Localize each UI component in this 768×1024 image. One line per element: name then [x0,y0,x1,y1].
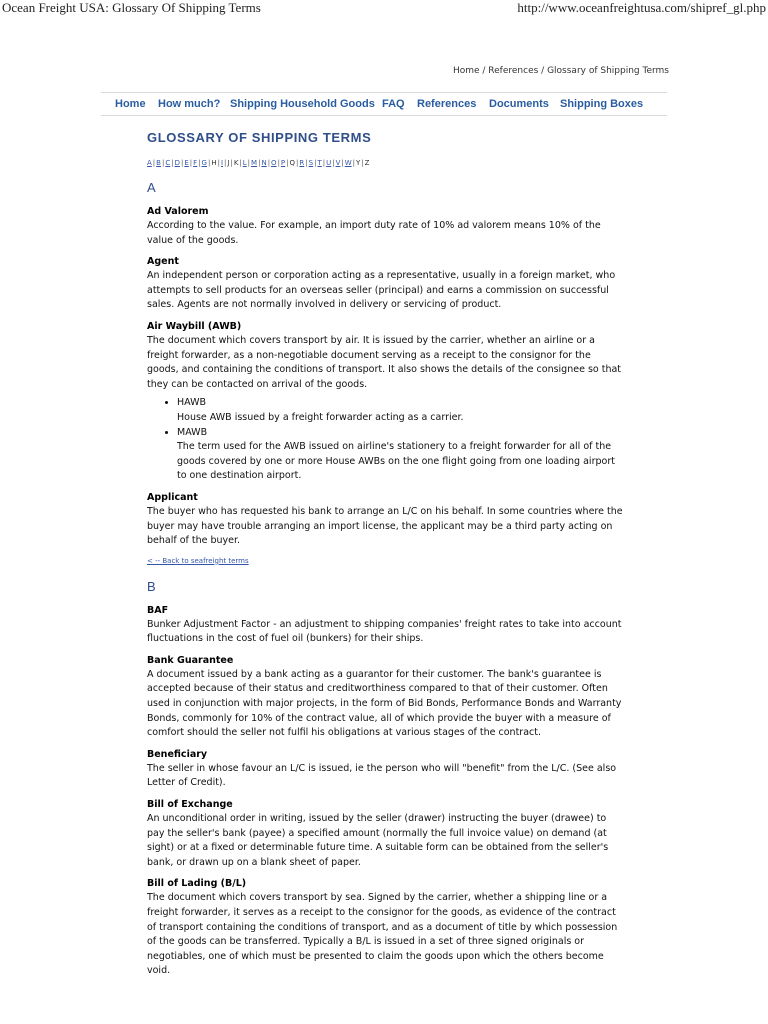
alphabet-letter-i[interactable]: I [220,159,224,167]
term-definition: The document which covers transport by air. It is issued by the carrier, whether an airline or a freight forwarder, as a non-negotiable document serving as a receipt to the consignor for the goods, and containing the conditions of transport. It also shows the details of the consignee so that they can be contacted on arrival of the goods. [147,334,622,390]
alphabet-letter-b[interactable]: B [156,159,161,167]
alphabet-letter-d[interactable]: D [174,159,180,167]
alphabet-letter-t[interactable]: T [317,159,322,167]
glossary-content [147,130,623,986]
term-definition: Bunker Adjustment Factor - an adjustment to shipping companies' freight rates to take into account fluctuations in the cost of fuel oil (bunkers) for their ships. [147,618,622,645]
breadcrumb: Home / References / Glossary of Shipping Terms [452,66,669,76]
term-subitem-list [147,396,623,484]
alphabet-separator: | [352,159,355,167]
alphabet-letter-f[interactable]: F [193,159,198,167]
alphabet-separator: | [341,159,344,167]
alphabet-letter-q: Q [289,159,296,167]
term-name: Agent [147,256,179,268]
alphabet-letter-h: H [211,159,217,167]
nav-shipping-boxes[interactable]: Shipping Boxes [560,98,644,110]
alphabet-separator: | [171,159,174,167]
section-heading-b: B [147,578,156,594]
glossary-term [147,491,623,549]
print-page-url: http://www.oceanfreightusa.com/shipref_gl.php [517,0,766,15]
term-subitem [177,396,623,425]
alphabet-separator: | [305,159,308,167]
glossary-term [147,320,623,484]
nav-references[interactable]: References [417,98,477,110]
main-nav [101,92,667,116]
nav-home[interactable]: Home [115,98,146,110]
alphabet-separator: | [267,159,271,167]
glossary-term [147,798,623,870]
nav-shipping-household-goods[interactable]: Shipping Household Goods [230,98,375,110]
alphabet-separator: | [296,159,299,167]
breadcrumb-references[interactable]: References [488,66,539,76]
alphabet-index [147,159,623,167]
term-definition: According to the value. For example, an import duty rate of 10% ad valorem means 10% of the value of the goods. [147,220,601,246]
glossary-term [147,205,623,248]
alphabet-letter-l[interactable]: L [242,159,247,167]
alphabet-letter-k: K [233,159,239,167]
term-name: BAF [147,604,169,616]
alphabet-separator: | [198,159,201,167]
alphabet-letter-r[interactable]: R [299,159,305,167]
alphabet-separator: | [189,159,193,167]
alphabet-letter-v[interactable]: V [335,159,341,167]
alphabet-separator: | [217,159,220,167]
print-header [0,0,768,20]
breadcrumb-current: Glossary of Shipping Terms [547,66,669,76]
term-definition: An independent person or corporation acting as a representative, usually in a foreign market, who attempts to sell products for an overseas seller (principal) and earns a commission on successful sales. Agents are not normally involved in delivery or servicing of product. [147,270,616,311]
alphabet-separator: | [247,159,251,167]
alphabet-separator: | [152,159,156,167]
term-name: Beneficiary [147,748,208,760]
page-title: GLOSSARY OF SHIPPING TERMS [147,130,372,145]
term-definition: An unconditional order in writing, issued by the seller (drawer) instructing the buyer (drawee) to pay the seller's bank (payee) a specified amount (normally the full invoice value) on demand (at sight) or at a fixed or determinable future time. A suitable form can be obtained from the seller's bank, or drawn up on a blank sheet of paper. [147,813,609,868]
term-name: Bank Guarantee [147,654,234,666]
subitem-name: • MAWB [177,426,208,438]
subitem-definition: House AWB issued by a freight forwarder acting as a carrier. [177,411,464,423]
alphabet-letter-p[interactable]: P [280,159,286,167]
print-page-title: Ocean Freight USA: Glossary Of Shipping Terms [2,0,261,15]
glossary-term [147,877,623,979]
term-definition: The seller in whose favour an L/C is issued, ie the person who will "benefit" from the L/C. (See also Letter of Credit). [147,762,617,789]
alphabet-letter-n[interactable]: N [261,159,267,167]
term-name: Applicant [147,491,198,503]
alphabet-separator: | [224,159,227,167]
term-name: Ad Valorem [147,206,209,217]
alphabet-separator: | [258,159,261,167]
term-definition: The buyer who has requested his bank to arrange an L/C on his behalf. In some countries where the buyer may have trouble arranging an import license, the applicant may be a third party acting on behalf of the buyer. [147,505,623,547]
alphabet-letter-c[interactable]: C [165,159,171,167]
alphabet-letter-o[interactable]: O [271,159,277,167]
glossary-term [147,748,623,791]
alphabet-separator: | [322,159,326,167]
alphabet-letter-y: Y [356,159,361,167]
alphabet-letter-s[interactable]: S [308,159,314,167]
alphabet-letter-g[interactable]: G [201,159,207,167]
alphabet-separator: | [180,159,184,167]
glossary-term [147,604,623,647]
alphabet-separator: | [277,159,280,167]
glossary-term [147,654,623,741]
nav-how-much[interactable]: How much? [158,98,221,110]
breadcrumb-home[interactable]: Home [452,66,480,76]
alphabet-letter-u[interactable]: U [326,159,332,167]
alphabet-separator: | [230,159,233,167]
alphabet-letter-z: Z [364,159,370,167]
alphabet-letter-m[interactable]: M [251,159,258,167]
section-heading-a: A [147,180,156,195]
glossary-sections [147,180,623,979]
term-definition: The document which covers transport by sea. Signed by the carrier, whether a shipping line or a freight forwarder, it serves as a receipt to the consignor for the goods, as evidence of the contract of transport containing the conditions of transport, and as a document of title by which possession of the goods can be transferred. Typically a B/L is issued in a set of three signed originals or negotiables, one of which must be presented to claim the goods upon which the others become void. [147,892,618,977]
term-definition: A document issued by a bank acting as a guarantor for their customer. The bank's guarantee is accepted because of their status and creditworthiness compared to that of their customer. Often used in conjunction with major projects, in the form of Bid Bonds, Performance Bonds and Warranty Bonds, commonly for 10% of the contract value, all of which provide the buyer with a measure of comfort should the seller not fulfil his obligations at various stages of the contract. [147,668,622,739]
nav-documents[interactable]: Documents [489,98,549,110]
alphabet-letter-j: J [227,159,230,167]
term-name: Bill of Lading (B/L) [147,878,247,890]
alphabet-separator: | [239,159,242,167]
alphabet-separator: | [332,159,335,167]
alphabet-letter-a[interactable]: A [147,159,152,167]
alphabet-letter-e[interactable]: E [184,159,189,167]
glossary-term [147,255,623,313]
nav-faq[interactable]: FAQ [382,98,405,110]
back-to-seafreight-terms-link[interactable]: < -- Back to seafreight terms [147,556,249,565]
alphabet-separator: | [207,159,211,167]
term-subitem [177,426,623,484]
term-name: Air Waybill (AWB) [147,320,242,332]
alphabet-letter-w[interactable]: W [344,159,352,167]
alphabet-separator: | [286,159,289,167]
alphabet-separator: | [314,159,317,167]
alphabet-separator: | [361,159,364,167]
subitem-name: • HAWB [177,397,207,409]
term-name: Bill of Exchange [147,799,233,811]
alphabet-separator: | [161,159,165,167]
subitem-definition: The term used for the AWB issued on airline's stationery to a freight forwarder for all of the goods covered by one or more House AWBs on the one flight going from one loading airport to one destination airport. [177,441,615,482]
